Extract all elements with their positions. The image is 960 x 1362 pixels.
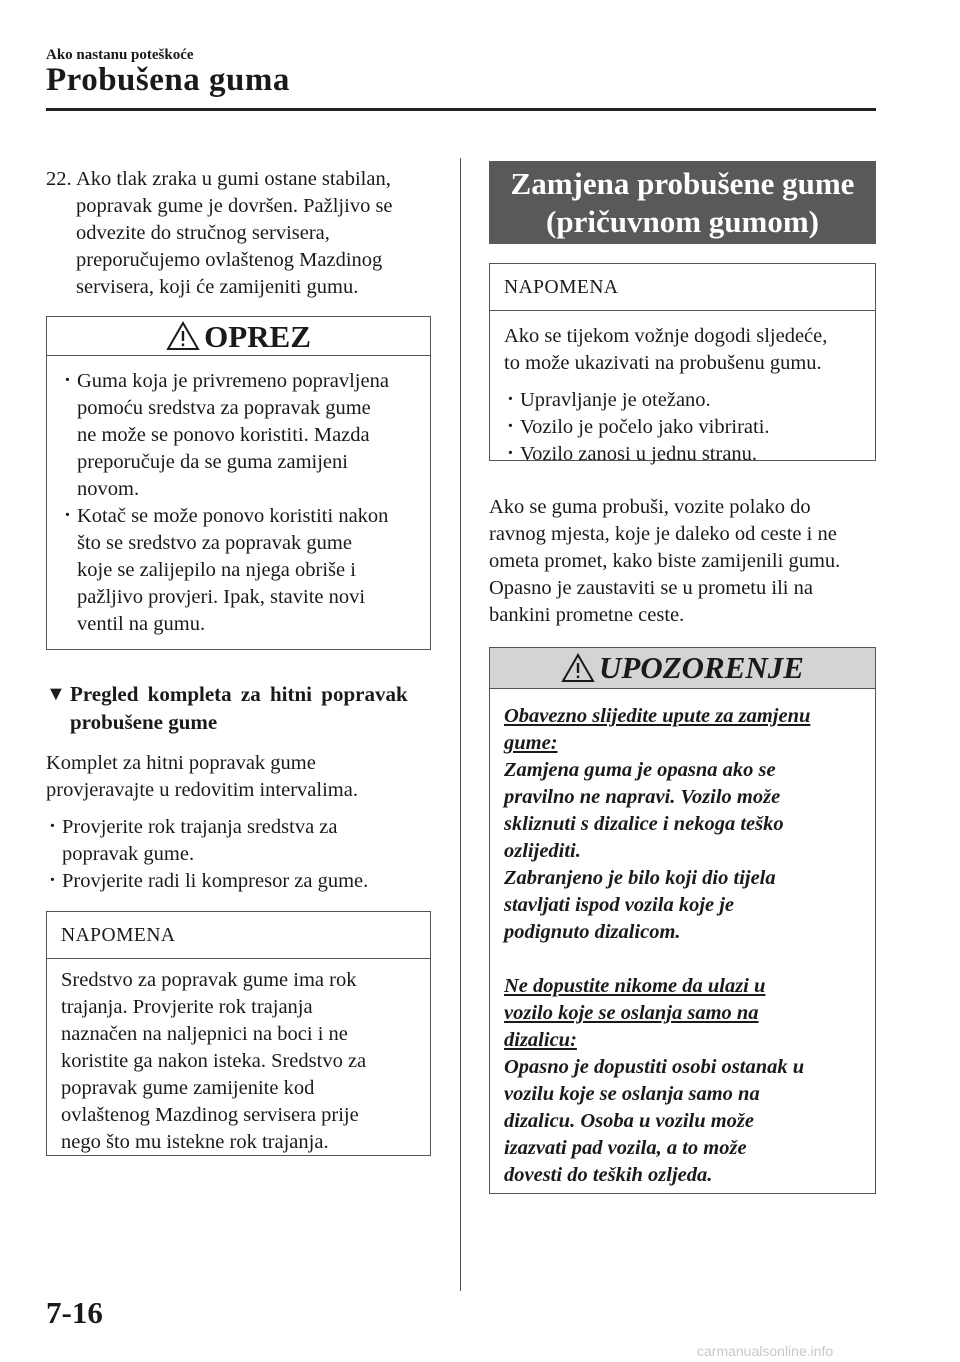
banner-line: (pričuvnom gumom) xyxy=(546,203,819,239)
caution-line: preporučuje da se guma zamijeni xyxy=(77,451,348,473)
caution-line: novom. xyxy=(77,478,140,500)
column-divider xyxy=(460,158,461,1291)
caution-line: · Kotač se može ponovo koristiti nakon xyxy=(77,505,389,527)
kit-intro-line: provjeravajte u redovitim intervalima. xyxy=(46,779,358,801)
warning-line: Zabranjeno je bilo koji dio tijela xyxy=(504,867,776,889)
warning-line: dovesti do teških ozljeda. xyxy=(504,1164,713,1186)
warning-triangle-icon xyxy=(166,321,200,351)
symptom-item: · Vozilo zanosi u jednu stranu. xyxy=(504,441,861,468)
step-line: preporučujemo ovlaštenog Mazdinog xyxy=(76,249,383,271)
kit-heading-line: probušene gume xyxy=(70,710,218,734)
caution-line: što se sredstvo za popravak gume xyxy=(77,532,352,554)
note-box-symptoms xyxy=(489,263,876,465)
step-number: 22. xyxy=(46,168,72,190)
kit-heading-line: Pregled kompleta za hitni popravak xyxy=(70,682,408,706)
warning-line: ozlijediti. xyxy=(504,840,581,862)
warning-title-line: dizalicu: xyxy=(504,1029,577,1051)
warning-triangle-icon xyxy=(561,653,595,683)
caution-item xyxy=(61,368,416,503)
page-title: Probušena guma xyxy=(46,62,290,98)
warning-line: podignuto dizalicom. xyxy=(504,921,681,943)
watermark: carmanualsonline.info xyxy=(697,1343,834,1359)
warning-line: izazvati pad vozila, a to može xyxy=(504,1137,747,1159)
caution-header xyxy=(47,317,430,356)
header-rule xyxy=(46,108,876,111)
step-line: odvezite do stručnog servisera, xyxy=(76,222,330,244)
kit-intro-line: Komplet za hitni popravak gume xyxy=(46,752,316,774)
warning-line: Zamjena guma je opasna ako se xyxy=(504,759,776,781)
warning-line: pravilno ne napravi. Vozilo može xyxy=(504,786,781,808)
caution-line: pažljivo provjeri. Ipak, stavite novi xyxy=(77,586,366,608)
step-line: Ako tlak zraka u gumi ostane stabilan, xyxy=(76,168,391,190)
warning-title-line: Obavezno slijedite upute za zamjenu xyxy=(504,705,811,727)
warning-title-line: Ne dopustite nikome da ulazi u xyxy=(504,975,766,997)
caution-line: · Guma koja je privremeno popravljena xyxy=(77,370,389,392)
kit-section-heading xyxy=(46,680,430,736)
warning-title-line: gume: xyxy=(504,732,558,754)
kit-check-item xyxy=(46,868,430,895)
section-kicker: Ako nastanu poteškoće xyxy=(46,47,194,63)
warning-label: UPOZORENJE xyxy=(599,650,804,685)
kit-check-item xyxy=(46,814,430,868)
caution-box xyxy=(46,316,431,650)
kit-intro xyxy=(46,750,430,804)
kit-check-line: popravak gume. xyxy=(62,843,195,865)
note-line: popravak gume zamijenite kod xyxy=(61,1077,315,1099)
note-line: ovlaštenog Mazdinog servisera prije xyxy=(61,1104,359,1126)
note-label: NAPOMENA xyxy=(47,912,430,959)
warning-line: dizalicu. Osoba u vozilu može xyxy=(504,1110,755,1132)
warning-spacer xyxy=(504,946,861,973)
warning-line: stavljati ispod vozila koje je xyxy=(504,894,735,916)
section-banner xyxy=(489,161,876,244)
warning-header xyxy=(490,648,875,689)
note-line: koristite ga nakon isteka. Sredstvo za xyxy=(61,1050,367,1072)
paragraph-line: ravnog mjesta, koje je daleko od ceste i ne xyxy=(489,523,837,545)
page-number: 7-16 xyxy=(46,1295,103,1330)
kit-checklist xyxy=(46,814,430,895)
flat-tire-paragraph xyxy=(489,494,876,629)
warning-line: Opasno je dopustiti osobi ostanak u xyxy=(504,1056,805,1078)
step-line: popravak gume je dovršen. Pažljivo se xyxy=(76,195,393,217)
paragraph-line: bankini prometne ceste. xyxy=(489,604,685,626)
caution-line: ne može se ponovo koristiti. Mazda xyxy=(77,424,370,446)
caution-label: OPREZ xyxy=(204,318,311,354)
kit-check-line: · Provjerite rok trajanja sredstva za xyxy=(62,816,338,838)
note-line: naznačen na naljepnici na boci i ne xyxy=(61,1023,348,1045)
paragraph-line: Opasno je zaustaviti se u prometu ili na xyxy=(489,577,813,599)
paragraph-line: ometa promet, kako biste zamijenili gumu. xyxy=(489,550,841,572)
symptom-item: · Upravljanje je otežano. xyxy=(504,387,861,414)
caution-line: pomoću sredstva za popravak gume xyxy=(77,397,371,419)
caution-line: koje se zalijepilo na njega obriše i xyxy=(77,559,356,581)
step-22 xyxy=(46,166,430,301)
warning-box xyxy=(489,647,876,1194)
note-label: NAPOMENA xyxy=(490,264,875,311)
step-line: servisera, koji će zamijeniti gumu. xyxy=(76,276,359,298)
caution-line: ventil na gumu. xyxy=(77,613,206,635)
triangle-down-icon: ▼ xyxy=(46,683,66,705)
note-box-expiry xyxy=(46,911,431,1156)
kit-check-line: · Provjerite radi li kompresor za gume. xyxy=(62,870,369,892)
warning-title-line: vozilo koje se oslanja samo na xyxy=(504,1002,759,1024)
caution-item xyxy=(61,503,416,638)
symptom-item: · Vozilo je počelo jako vibrirati. xyxy=(504,414,861,441)
paragraph-line: Ako se guma probuši, vozite polako do xyxy=(489,496,811,518)
note-line: Sredstvo za popravak gume ima rok xyxy=(61,969,357,991)
warning-line: vozilu koje se oslanja samo na xyxy=(504,1083,760,1105)
note-line: trajanja. Provjerite rok trajanja xyxy=(61,996,313,1018)
note-line: Ako se tijekom vožnje dogodi sljedeće, xyxy=(504,325,828,347)
note-line: nego što mu istekne rok trajanja. xyxy=(61,1131,329,1153)
banner-line: Zamjena probušene gume xyxy=(510,165,855,201)
warning-line: skliznuti s dizalice i nekoga teško xyxy=(504,813,784,835)
note-line: to može ukazivati na probušenu gumu. xyxy=(504,352,822,374)
